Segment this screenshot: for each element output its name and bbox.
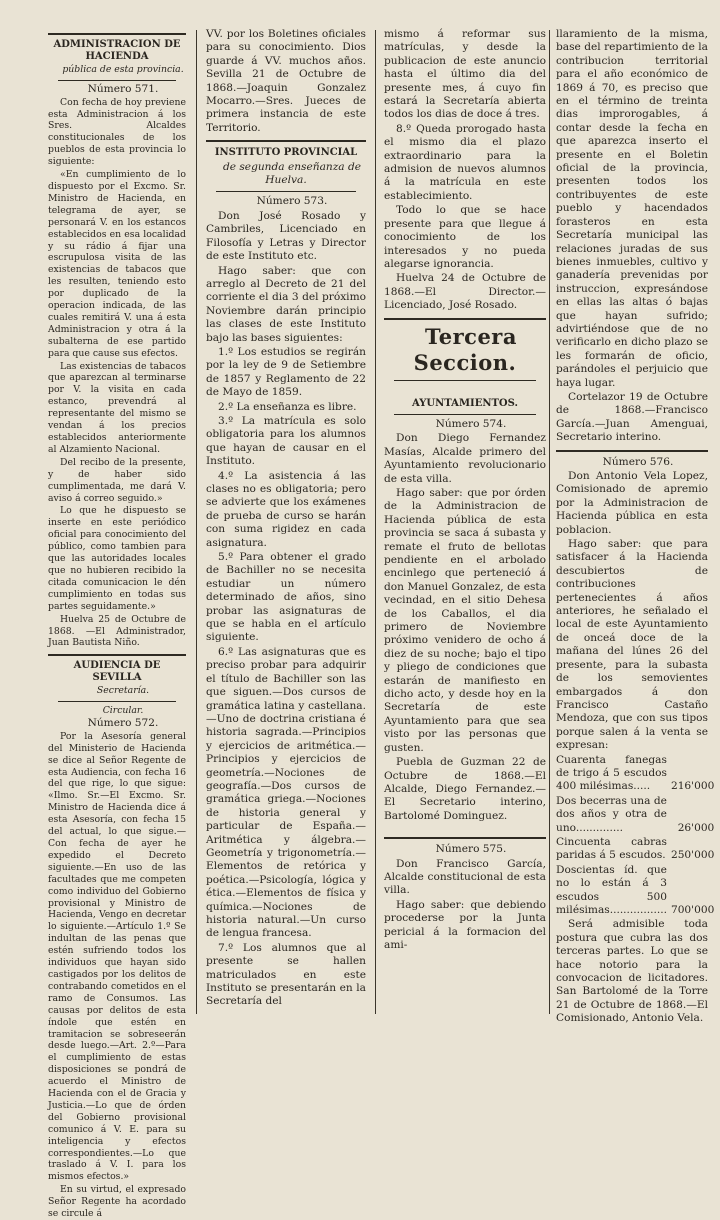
paragraph: Don José Rosado y Cambriles, Licenciado en Filosofía y Letras y Director de este Instituto etc. xyxy=(206,209,366,263)
notice-number: Número 571. xyxy=(87,82,159,95)
section-heading: ADMINISTRACION DE HACIENDA xyxy=(53,39,181,62)
signature: Huelva 25 de Octubre de 1868. —El Administrador, Juan Bautista Niño. xyxy=(48,613,186,649)
paragraph: llaramiento de la misma, base del repartimiento de la contribucion territorial para el año económico de 1869 á 70, es preciso que en el término de treinta dias improrogables, á contar desde la fecha en que aparezca inserto el presente en el Boletin oficial de la provincia, presenten todos los contribuyentes de este pueblo y hacendados forasteros en esta Secretaría municipal las relaciones juradas de sus bienes inmuebles, cultivo y ganadería prevenidas por instruccion, expresándose en ellas las altas ó bajas que hayan sufrido; advirtiéndose que de no verificarlo en dicho plazo se les formarán de oficio, parándoles el perjuicio que haya lugar. xyxy=(556,28,708,389)
paragraph: 4.º La asistencia á las clases no es obligatoria; pero se advierte que los exámenes de prueba de curso se harán con suma rigidez en cada asignatura. xyxy=(206,469,366,549)
table-row xyxy=(556,754,714,795)
column-rule xyxy=(196,30,197,1014)
paragraph: VV. por los Boletines oficiales para su conocimiento. Dios guarde á VV. muchos años. Sevilla 21 de Octubre de 1868.—Joaquin Gonzalez Mocarro.—Sres. Jueces de primera instancia de este Territorio. xyxy=(206,28,366,134)
divider xyxy=(206,140,366,142)
divider xyxy=(216,191,356,192)
divider xyxy=(556,450,708,452)
divider xyxy=(48,33,186,35)
paragraph: Hago saber: que para satisfacer á la Hacienda descubiertos de contribuciones pertenecientes á años anteriores, he señalado el local de este Ayuntamiento de onceá doce de la mañana del lúnes 26 del presente, para la subasta de los semovientes embargados á don Francisco Castaño Mendoza, que con sus tipos porque salen á la venta se expresan: xyxy=(556,538,708,752)
column-4 xyxy=(556,28,715,1025)
section-title: Tercera Seccion. xyxy=(413,323,517,375)
paragraph: Del recibo de la presente, y de haber sido cumplimentada, me dará V. aviso á correo seguido.» xyxy=(48,456,186,504)
paragraph: 8.º Queda prorogado hasta el mismo dia el plazo extraordinario para la admision de nuevos alumnos á la matrícula en este establecimiento. xyxy=(384,122,546,202)
divider xyxy=(58,701,176,702)
divider xyxy=(58,80,176,81)
notice-number: Número 572. xyxy=(87,716,159,729)
section-subheading: de segunda enseñanza de Huelva. xyxy=(222,160,362,187)
item-description: Doscientas íd. que no lo están á 3 escudos 500 milésimas................. xyxy=(556,863,667,916)
item-amount: 216'000 xyxy=(670,780,715,793)
column-1 xyxy=(48,28,186,1220)
paragraph: 1.º Los estudios se regirán por la ley de 9 de Setiembre de 1857 y Reglamento de 22 de Mayo de 1859. xyxy=(206,345,366,399)
paragraph: Hago saber: que por órden de la Administracion de Hacienda pública de esta provincia se saca á subasta y remate el fruto de bellotas pendiente en el arbolado encinlego que perteneció á don Manuel Gonzalez, de esta vecindad, en el sitio Dehesa de los Caballos, el dia primero de Noviembre próximo venidero de ocho á diez de su noche; bajo el tipo y pliego de condiciones que estarán de manifiesto en dicho acto, y desde hoy en la Secretaría de este Ayuntamiento para que sea visto por las personas que gusten. xyxy=(384,486,546,754)
notice-number: Número 575. xyxy=(435,843,507,856)
divider xyxy=(48,654,186,656)
auction-items-table xyxy=(556,754,714,919)
section-heading: INSTITUTO PROVINCIAL xyxy=(214,147,358,159)
column-rule xyxy=(549,30,550,1014)
paragraph: Con fecha de hoy previene esta Administracion á los Sres. Alcaldes constitucionales de los pueblos de esta provincia lo siguiente: xyxy=(48,96,186,168)
section-heading: AUDIENCIA DE SEVILLA xyxy=(73,660,161,684)
paragraph: 7.º Los alumnos que al presente se hallen matriculados en este Instituto se presentarán en la Secretaría del xyxy=(206,941,366,1008)
paragraph: Todo lo que se hace presente para que llegue á conocimiento de los interesados y no pueda alegarse ignorancia. xyxy=(384,204,546,270)
paragraph: Hago saber: que con arreglo al Decreto de 21 del corriente el dia 3 del próximo Noviembre darán principio las clases de este Instituto bajo las bases siguientes: xyxy=(206,264,366,344)
column-3 xyxy=(384,28,546,1016)
paragraph: 6.º Las asignaturas que es preciso probar para adquirir el título de Bachiller son las que siguen.—Dos cursos de gramática latina y castellana.—Uno de doctrina cristiana é historia sagrada.—Principios y ejercicios de aritmética.—Principios y ejercicios de geometría.—Nociones de geografía.—Dos cursos de gramática griega.—Nociones de historia general y particular de España.—Aritmética y álgebra.—Geometría y trigonometría.—Elementos de retórica y poética.—Psicología, lógica y ética.—Elementos de física y química.—Nociones de historia natural.—Un curso de lengua francesa. xyxy=(206,645,366,940)
item-amount: 250'000 xyxy=(670,849,715,862)
paragraph: 5.º Para obtener el grado de Bachiller no se necesita estudiar un número determinado de años, sino probar las asignaturas de que se habla en el artículo siguiente. xyxy=(206,551,366,644)
paragraph: mismo á reformar sus matrículas, y desde la publicacion de este anuncio hasta el último dia del presente mes, á cuyo fin estará la Secretaría abierta todos los dias de doce á tres. xyxy=(384,28,546,121)
section-heading: AYUNTAMIENTOS. xyxy=(412,397,518,409)
paragraph: Por la Asesoría general del Ministerio de Hacienda se dice al Señor Regente de esta Audiencia, con fecha 16 del que rige, lo que sigue: «Ilmo. Sr.—El Excmo. Sr. Ministro de Hacienda dice á esta Asesoría, con fecha 15 del actual, lo que sigue.—Con fecha de ayer he expedido el Decreto siguiente.—En uso de las facultades que me competen como individuo del Gobierno provisional y Ministro de Hacienda, Vengo en decretar lo siguiente.—Artículo 1.º Se indultan de las penas que estén sufriendo todos los individuos que hayan sido castigados por los delitos de contrabando cometidos en el ramo de Consumos. Las causas por delitos de esta índole que estén en tramitacion se sobreseerán desde luego.—Art. 2.º—Para el cumplimiento de estas disposiciones se pondrá de acuerdo el Ministro de Hacienda con el de Gracia y Justicia.—Lo que de órden del Gobierno provisional comunico á V. E. para su inteligencia y efectos correspondientes.—Lo que traslado á V. I. para los mismos efectos.» xyxy=(48,730,186,1183)
signature: Puebla de Guzman 22 de Octubre de 1868.—El Alcalde, Diego Fernandez.—El Secretario interino, Bartolomé Dominguez. xyxy=(384,756,546,822)
signature: Cortelazor 19 de Octubre de 1868.—Francisco García.—Juan Amenguai, Secretario interino. xyxy=(556,390,708,444)
notice-number: Número 576. xyxy=(602,455,674,468)
divider xyxy=(394,380,536,381)
item-amount: 26'000 xyxy=(677,821,715,834)
column-2 xyxy=(206,28,366,1016)
notice-number: Número 574. xyxy=(435,417,507,430)
table-row xyxy=(556,864,714,919)
signature: Huelva 24 de Octubre de 1868.—El Director.—Licenciado, José Rosado. xyxy=(384,272,546,312)
paragraph: «En cumplimiento de lo dispuesto por el Excmo. Sr. Ministro de Hacienda, en telegrama de ayer, se personará V. en los estancos establecidos en esa localidad y su rádio á fijar una escrupulosa visita de las existencias de tabacos que les resulten, teniendo esto por duplicado de la operacion indicada, de las cuales remitirá V. una á esta Administracion y otra á la subalterna de ese partido para que cause sus efectos. xyxy=(48,169,186,359)
item-description: Cuarenta fanegas de trigo á 5 escudos 400 milésimas..... xyxy=(556,753,667,793)
item-description: Cincuenta cabras paridas á 5 escudos. xyxy=(556,835,667,862)
paragraph: 2.º La enseñanza es libre. xyxy=(218,400,357,413)
paragraph: Don Francisco García, Alcalde constitucional de esta villa. xyxy=(384,857,546,897)
table-row xyxy=(556,795,714,836)
paragraph: Don Diego Fernandez Masías, Alcalde primero del Ayuntamiento revolucionario de esta villa. xyxy=(384,432,546,485)
paragraph: En su virtud, el expresado Señor Regente ha acordado se circule á xyxy=(48,1184,186,1220)
item-amount: 700'000 xyxy=(670,904,715,916)
divider xyxy=(394,414,536,415)
divider xyxy=(384,837,546,839)
table-row xyxy=(556,836,714,864)
paragraph: Hago saber: que debiendo procederse por la Junta pericial á la formacion del ami- xyxy=(384,898,546,951)
section-subheading: Secretaría. xyxy=(96,685,150,697)
paragraph: Las existencias de tabacos que aparezcan al terminarse por V. la visita en cada estanco, prevendrá al representante del mismo se vendan á los precios establecidos anteriormente al Alzamiento Nacional. xyxy=(48,360,186,455)
paragraph: Será admisible toda postura que cubra las dos terceras partes. Lo que se hace notorio para la convocacion de licitadores. San Bartolomé de la Torre 21 de Octubre de 1868.—El Comisionado, Antonio Vela. xyxy=(556,918,708,1025)
divider xyxy=(384,318,546,320)
paragraph: Lo que he dispuesto se inserte en este periódico oficial para conocimiento del público, como tambien para que las autoridades locales que no hubieren recibido la citada comunicacion le dén cumplimiento en todas sus partes seguidamente.» xyxy=(48,505,186,612)
item-description: Dos becerras una de dos años y otra de uno.............. xyxy=(556,794,667,834)
circular-label: Circular. xyxy=(102,705,144,717)
column-rule xyxy=(375,30,376,1014)
paragraph: 3.º La matrícula es solo obligatoria para los alumnos que hayan de causar en el Instituto. xyxy=(206,414,366,468)
paragraph: Don Antonio Vela Lopez, Comisionado de apremio por la Administracion de Hacienda pública en esta poblacion. xyxy=(556,470,708,536)
section-subheading: pública de esta provincia. xyxy=(62,63,184,75)
notice-number: Número 573. xyxy=(256,195,328,208)
